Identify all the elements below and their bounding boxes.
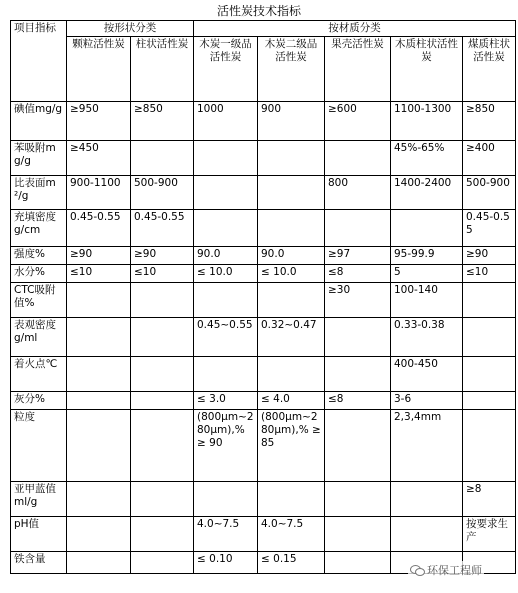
table-cell [325, 210, 391, 247]
table-row [11, 210, 516, 247]
table-cell: 900 [258, 102, 325, 141]
table-cell: ≥8 [463, 482, 516, 517]
table-cell [131, 517, 194, 552]
table-cell: 0.32~0.47 [258, 318, 325, 357]
table-cell: ≤ 0.15 [258, 552, 325, 574]
table-cell: 400-450 [391, 357, 463, 392]
row-label: pH值 [11, 517, 67, 552]
table-cell: ≤ 10.0 [258, 265, 325, 283]
table-cell: (800μm~280μm),% ≥ 90 [194, 410, 258, 482]
table-cell [194, 283, 258, 318]
table-row [11, 176, 516, 210]
table-cell: ≤ 10.0 [194, 265, 258, 283]
table-row [11, 410, 516, 482]
header-group-material: 按材质分类 [194, 21, 516, 37]
table-cell [258, 210, 325, 247]
table-cell: 0.33-0.38 [391, 318, 463, 357]
table-row [11, 482, 516, 517]
row-label: 表观密度g/ml [11, 318, 67, 357]
table-cell: 900-1100 [67, 176, 131, 210]
table-cell [131, 482, 194, 517]
table-row [11, 392, 516, 410]
header-col-2: 木炭一级品活性炭 [194, 37, 258, 102]
table-cell: ≤8 [325, 392, 391, 410]
table-cell: 100-140 [391, 283, 463, 318]
table-cell: ≤10 [67, 265, 131, 283]
row-label: 碘值mg/g [11, 102, 67, 141]
table-cell: 4.0~7.5 [258, 517, 325, 552]
table-cell: 0.45-0.55 [67, 210, 131, 247]
table-cell [463, 410, 516, 482]
table-cell: ≤ 3.0 [194, 392, 258, 410]
table-cell [194, 176, 258, 210]
table-cell [67, 318, 131, 357]
row-label: CTC吸附值% [11, 283, 67, 318]
table-cell: ≥90 [67, 247, 131, 265]
table-cell: 800 [325, 176, 391, 210]
row-label: 灰分% [11, 392, 67, 410]
table-cell: ≥450 [67, 141, 131, 176]
header-col-0: 颗粒活性炭 [67, 37, 131, 102]
header-col-5: 木质柱状活性炭 [391, 37, 463, 102]
table-cell: 90.0 [194, 247, 258, 265]
table-row [11, 102, 516, 141]
header-col-6: 煤质柱状活性炭 [463, 37, 516, 102]
table-cell [391, 482, 463, 517]
table-row [11, 318, 516, 357]
activated-carbon-spec-table [10, 20, 516, 574]
table-cell: 0.45-0.55 [463, 210, 516, 247]
table-cell [67, 410, 131, 482]
row-label: 粒度 [11, 410, 67, 482]
table-cell [67, 482, 131, 517]
table-cell [131, 141, 194, 176]
table-cell: ≥850 [463, 102, 516, 141]
table-cell: 0.45~0.55 [194, 318, 258, 357]
table-cell [325, 357, 391, 392]
table-row [11, 357, 516, 392]
table-cell: 1000 [194, 102, 258, 141]
table-row [11, 247, 516, 265]
table-cell: 5 [391, 265, 463, 283]
table-cell: ≥400 [463, 141, 516, 176]
table-cell: 1100-1300 [391, 102, 463, 141]
header-row-groups [11, 21, 516, 37]
table-cell: 按要求生产 [463, 517, 516, 552]
table-cell: 0.45-0.55 [131, 210, 194, 247]
table-title: 活性炭技术指标 [216, 4, 301, 18]
table-cell: ≤ 4.0 [258, 392, 325, 410]
row-label: 强度% [11, 247, 67, 265]
table-cell [67, 357, 131, 392]
table-row [11, 265, 516, 283]
row-label: 比表面m²/g [11, 176, 67, 210]
table-cell [67, 517, 131, 552]
table-cell [194, 357, 258, 392]
table-cell: 3-6 [391, 392, 463, 410]
table-cell [67, 283, 131, 318]
table-cell [258, 176, 325, 210]
row-label: 苯吸附mg/g [11, 141, 67, 176]
table-cell [194, 141, 258, 176]
table-cell [67, 392, 131, 410]
table-cell [131, 392, 194, 410]
table-cell [463, 318, 516, 357]
table-cell [131, 283, 194, 318]
table-cell: (800μm~280μm),% ≥ 85 [258, 410, 325, 482]
table-cell [325, 318, 391, 357]
table-cell [463, 283, 516, 318]
table-cell [258, 482, 325, 517]
table-cell [325, 482, 391, 517]
table-cell [131, 410, 194, 482]
table-cell: 45%-65% [391, 141, 463, 176]
table-cell [258, 357, 325, 392]
watermark-text: 环保工程师 [427, 564, 482, 577]
table-cell [463, 357, 516, 392]
table-cell [131, 318, 194, 357]
table-cell [325, 141, 391, 176]
header-group-shape: 按形状分类 [67, 21, 194, 37]
table-cell [258, 283, 325, 318]
table-cell [131, 357, 194, 392]
table-cell: ≤8 [325, 265, 391, 283]
table-cell [131, 552, 194, 574]
table-cell: ≥90 [131, 247, 194, 265]
header-item-cell: 项目指标 [11, 21, 67, 102]
table-cell: ≤ 0.10 [194, 552, 258, 574]
row-label: 铁含量 [11, 552, 67, 574]
table-cell [325, 552, 391, 574]
table-cell: 4.0~7.5 [194, 517, 258, 552]
wechat-icon [410, 564, 424, 576]
table-cell: ≥850 [131, 102, 194, 141]
table-cell [391, 210, 463, 247]
table-cell: ≥600 [325, 102, 391, 141]
row-label: 亚甲蓝值ml/g [11, 482, 67, 517]
table-cell: 2,3,4mm [391, 410, 463, 482]
table-cell [258, 141, 325, 176]
table-cell: ≤10 [463, 265, 516, 283]
header-col-4: 果壳活性炭 [325, 37, 391, 102]
header-col-1: 柱状活性炭 [131, 37, 194, 102]
table-cell [194, 482, 258, 517]
row-label: 水分% [11, 265, 67, 283]
row-label: 着火点℃ [11, 357, 67, 392]
header-col-3: 木炭二级品活性炭 [258, 37, 325, 102]
table-cell [67, 552, 131, 574]
table-cell [463, 392, 516, 410]
table-cell: 500-900 [131, 176, 194, 210]
table-row [11, 517, 516, 552]
table-row [11, 283, 516, 318]
table-row [11, 141, 516, 176]
table-cell: 90.0 [258, 247, 325, 265]
table-cell: ≥90 [463, 247, 516, 265]
table-cell: ≥950 [67, 102, 131, 141]
watermark [408, 561, 484, 579]
table-body [11, 102, 516, 574]
table-cell: 95-99.9 [391, 247, 463, 265]
table-cell: ≥30 [325, 283, 391, 318]
table-cell [325, 410, 391, 482]
table-cell [194, 210, 258, 247]
table-cell [391, 517, 463, 552]
header-row-columns [11, 37, 516, 102]
row-label: 充填密度g/cm [11, 210, 67, 247]
table-cell: 500-900 [463, 176, 516, 210]
table-cell: ≥97 [325, 247, 391, 265]
table-cell: 1400-2400 [391, 176, 463, 210]
table-cell: ≤10 [131, 265, 194, 283]
table-cell [325, 517, 391, 552]
